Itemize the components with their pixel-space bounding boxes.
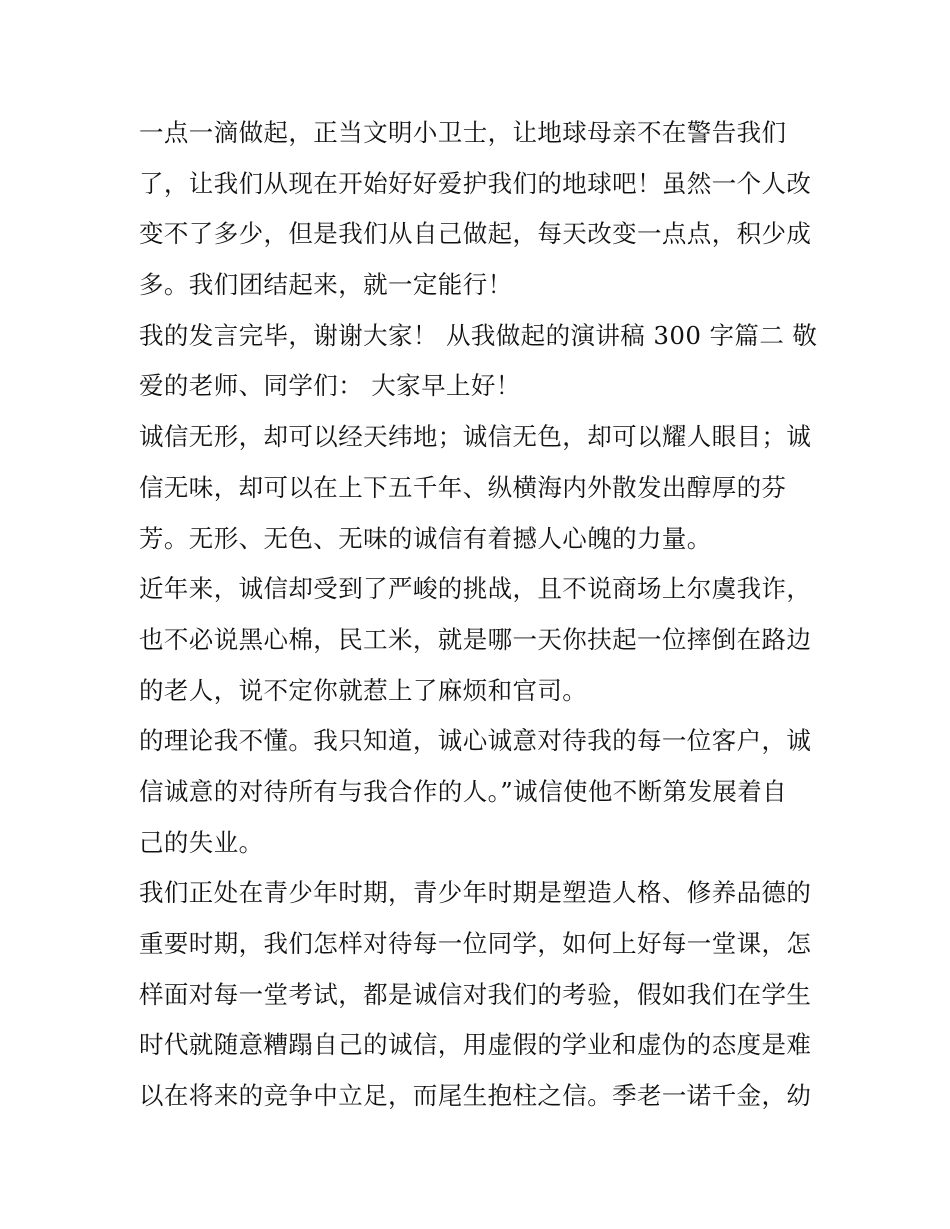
text-line: 时代就随意糟蹋自己的诚信，用虚假的学业和虚伪的态度是难 — [139, 1030, 812, 1060]
text-line: 近年来，诚信却受到了严峻的挑战，且不说商场上尔虞我诈， — [139, 574, 812, 604]
text-line: 芳。无形、无色、无味的诚信有着撼人心魄的力量。 — [139, 523, 712, 553]
document-body — [139, 108, 819, 1122]
text-line: 样面对每一堂考试，都是诚信对我们的考验，假如我们在学生 — [139, 979, 812, 1009]
text-line: 我的发言完毕，谢谢大家！ 从我做起的演讲稿 300 字篇二 敬 — [139, 320, 818, 350]
text-line: 了，让我们从现在开始好好爱护我们的地球吧！虽然一个人改 — [139, 168, 812, 198]
text-line: 信诚意的对待所有与我合作的人。”诚信使他不断第发展着自 — [139, 776, 788, 806]
text-line: 我们正处在青少年时期，青少年时期是塑造人格、修养品德的 — [139, 878, 812, 908]
text-line: 的理论我不懂。我只知道，诚心诚意对待我的每一位客户，诚 — [139, 726, 812, 756]
text-line: 己的失业。 — [139, 827, 264, 857]
text-line: 重要时期，我们怎样对待每一位同学，如何上好每一堂课，怎 — [139, 929, 812, 958]
text-line: 信无味，却可以在上下五千年、纵横海内外散发出醇厚的芬 — [139, 472, 787, 502]
text-line: 的老人，说不定你就惹上了麻烦和官司。 — [139, 675, 588, 705]
text-line: 一点一滴做起，正当文明小卫士，让地球母亲不在警告我们 — [139, 118, 787, 147]
text-line: 多。我们团结起来，就一定能行！ — [139, 270, 513, 300]
text-line: 变不了多少，但是我们从自己做起，每天改变一点点，积少成 — [139, 219, 812, 249]
text-line: 爱的老师、同学们： 大家早上好！ — [139, 371, 521, 401]
text-line: 也不必说黑心棉，民工米，就是哪一天你扶起一位摔倒在路边 — [139, 624, 812, 654]
text-line: 诚信无形，却可以经天纬地；诚信无色，却可以耀人眼目；诚 — [139, 422, 812, 452]
text-line: 以在将来的竞争中立足，而尾生抱柱之信。季老一诺千金，幼 — [139, 1081, 812, 1111]
